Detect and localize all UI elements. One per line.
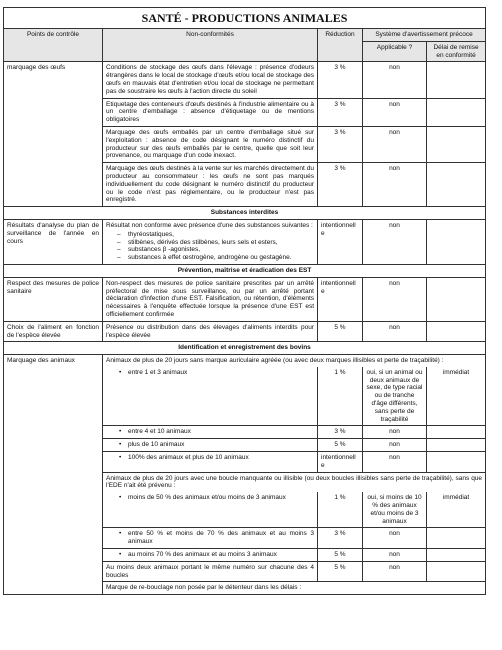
reduction-cell: 5 %	[318, 561, 363, 582]
applicable-cell: oui, si moins de 10 % des animaux et/ou moins de 3 animaux	[363, 492, 427, 528]
applicable-cell: non	[363, 62, 427, 98]
nonconf-cell	[103, 367, 318, 426]
list-item: – thyréostatiques,	[128, 231, 314, 239]
list-item: – stilbènes, dérivés des stilbènes, leurs sels et esters,	[128, 239, 314, 247]
delai-cell	[427, 126, 486, 162]
nonconf-cell: Au moins deux animaux portant le même numéro sur chacune des 4 boucles	[103, 561, 318, 582]
document-page	[3, 7, 485, 647]
list-item: – substances à effet œstrogène, androgène ou gestagène.	[128, 254, 314, 262]
applicable-cell: non	[363, 277, 427, 321]
nonconf-cell	[103, 492, 318, 528]
table-row	[4, 219, 486, 264]
list-item: • entre 1 et 3 animaux	[128, 369, 314, 377]
point-cell: Respect des mesures de police sanitaire	[4, 277, 103, 321]
nonconf-cell: Conditions de stockage des œufs dans l'élevage : présence d'odeurs étrangères dans le local de stockage d'œufs et/ou local de stockage des œufs en mauvais état d'entretien et/ou local de stockage ne permettant pas de soustraire les œufs à l'action directe du soleil	[103, 62, 318, 98]
point-cell: Résultats d'analyse du plan de surveillance de l'année en cours	[4, 219, 103, 264]
applicable-cell: non	[363, 426, 427, 439]
header-reduction: Réduction	[318, 29, 363, 62]
reduction-cell: intentionnelle	[318, 277, 363, 321]
nonconf-cell	[103, 439, 318, 452]
reduction-cell: 3 %	[318, 62, 363, 98]
nonconf-cell: Etiquetage des conteneurs d'œufs destinés à l'industrie alimentaire ou à un centre d'emballage : absence d'étiquetage ou de mentions obligatoires	[103, 98, 318, 126]
delai-cell	[427, 321, 486, 342]
substances-intro: Résultat non conforme avec présence d'une des substances suivantes :	[106, 221, 313, 229]
nonconf-cell: Marquage des œufs emballés par un centre d'emballage situé sur l'exploitation : absence de code désignant le numéro distinctif du producteur sur des œufs emballés par le centre, quelle que soit leur provenance, ou marquage d'un code inexact.	[103, 126, 318, 162]
applicable-cell: non	[363, 439, 427, 452]
nonconf-cell: Marquage des œufs destinés à la vente sur les marchés directement du producteur au consommateur : les œufs ne sont pas marqués individuellement du code désignant le numéro distinctif du producteur ou le code n'est pas réglementaire, ou le producteur n'est pas enregistré.	[103, 163, 318, 207]
table-row	[4, 321, 486, 342]
reduction-cell: 3 %	[318, 126, 363, 162]
nonconf-cell	[103, 528, 318, 549]
nonconf-cell	[103, 452, 318, 473]
group-intro: Animaux de plus de 20 jours avec une boucle manquante ou illisible (ou deux boucles illisibles sans perte de traçabilité), sans que l'EDE n'ait été prévenu :	[103, 472, 486, 492]
reduction-cell: 5 %	[318, 321, 363, 342]
header-applicable: Applicable ?	[363, 41, 427, 62]
applicable-cell: non	[363, 219, 427, 264]
nonconf-cell: Non-respect des mesures de police sanitaire prescrites par un arrêté préfectoral de mise sous surveillance, ou par un arrêté portant déclaration d'infection d'une EST. Falsification, ou rétention, d'éléments nécessaires à l'enquête effectuée lorsque la présence d'une EST est officiellement confirmée	[103, 277, 318, 321]
delai-cell: immédiat	[427, 367, 486, 426]
point-cell: marquage des œufs	[4, 62, 103, 207]
applicable-cell: oui, si un animal ou deux animaux de sexe, de type racial ou de tranche d'âge différents, sans perte de traçabilité	[363, 367, 427, 426]
reduction-cell: 3 %	[318, 426, 363, 439]
group-intro: Animaux de plus de 20 jours sans marque auriculaire agréée (ou avec deux marques illisibles et perte de traçabilité) :	[103, 355, 486, 367]
point-cell: Marquage des animaux	[4, 355, 103, 595]
delai-cell	[427, 98, 486, 126]
reduction-cell: 5 %	[318, 549, 363, 562]
nonconf-cell	[103, 549, 318, 562]
point-cell: Choix de l'aliment en fonction de l'espèce élevée	[4, 321, 103, 342]
delai-cell	[427, 62, 486, 98]
nonconf-cell	[103, 219, 318, 264]
delai-cell	[427, 528, 486, 549]
group-intro: Marque de re-bouclage non posée par le détenteur dans les délais :	[103, 582, 486, 595]
delai-cell	[427, 561, 486, 582]
reduction-cell: 5 %	[318, 439, 363, 452]
header-systeme: Système d'avertissement précoce	[363, 29, 486, 42]
reduction-cell: 3 %	[318, 163, 363, 207]
nonconf-cell: Présence ou distribution dans des élevages d'aliments interdits pour l'espèce élevée	[103, 321, 318, 342]
header-delai: Délai de remise en conformité	[427, 41, 486, 62]
list-item: • plus de 10 animaux	[128, 441, 314, 449]
applicable-cell: non	[363, 452, 427, 473]
delai-cell	[427, 549, 486, 562]
delai-cell	[427, 439, 486, 452]
section-identification: Identification et enregistrement des bovins	[4, 342, 486, 355]
table-row	[4, 355, 486, 367]
header-non-conformites: Non-conformités	[103, 29, 318, 62]
reduction-cell: intentionnelle	[318, 452, 363, 473]
reduction-cell: 1 %	[318, 367, 363, 426]
list-item: – substances β -agonistes,	[128, 246, 314, 254]
delai-cell: immédiat	[427, 492, 486, 528]
applicable-cell: non	[363, 549, 427, 562]
reduction-cell: 1 %	[318, 492, 363, 528]
reduction-cell: 3 %	[318, 98, 363, 126]
list-item: • 100% des animaux et plus de 10 animaux	[128, 454, 314, 462]
list-item: • au moins 70 % des animaux et au moins 3 animaux	[128, 551, 314, 559]
table-row	[4, 62, 486, 98]
table-row	[4, 277, 486, 321]
list-item: • moins de 50 % des animaux et/ou moins de 3 animaux	[128, 494, 314, 502]
reduction-cell: intentionnelle	[318, 219, 363, 264]
applicable-cell: non	[363, 321, 427, 342]
applicable-cell: non	[363, 98, 427, 126]
section-prevention: Prévention, maîtrise et éradication des EST	[4, 264, 486, 277]
delai-cell	[427, 452, 486, 473]
applicable-cell: non	[363, 163, 427, 207]
delai-cell	[427, 426, 486, 439]
applicable-cell: non	[363, 561, 427, 582]
section-substances: Substances interdites	[4, 207, 486, 220]
delai-cell	[427, 277, 486, 321]
substances-list	[106, 231, 314, 262]
delai-cell	[427, 163, 486, 207]
reduction-cell: 3 %	[318, 528, 363, 549]
list-item: • entre 4 et 10 animaux	[128, 428, 314, 436]
applicable-cell: non	[363, 126, 427, 162]
header-points: Points de contrôle	[4, 29, 103, 62]
delai-cell	[427, 219, 486, 264]
applicable-cell: non	[363, 528, 427, 549]
list-item: • entre 50 % et moins de 70 % des animaux et au moins 3 animaux	[128, 530, 314, 546]
nonconf-cell	[103, 426, 318, 439]
page-title: SANTÉ - PRODUCTIONS ANIMALES	[4, 8, 486, 29]
controls-table	[3, 7, 486, 595]
